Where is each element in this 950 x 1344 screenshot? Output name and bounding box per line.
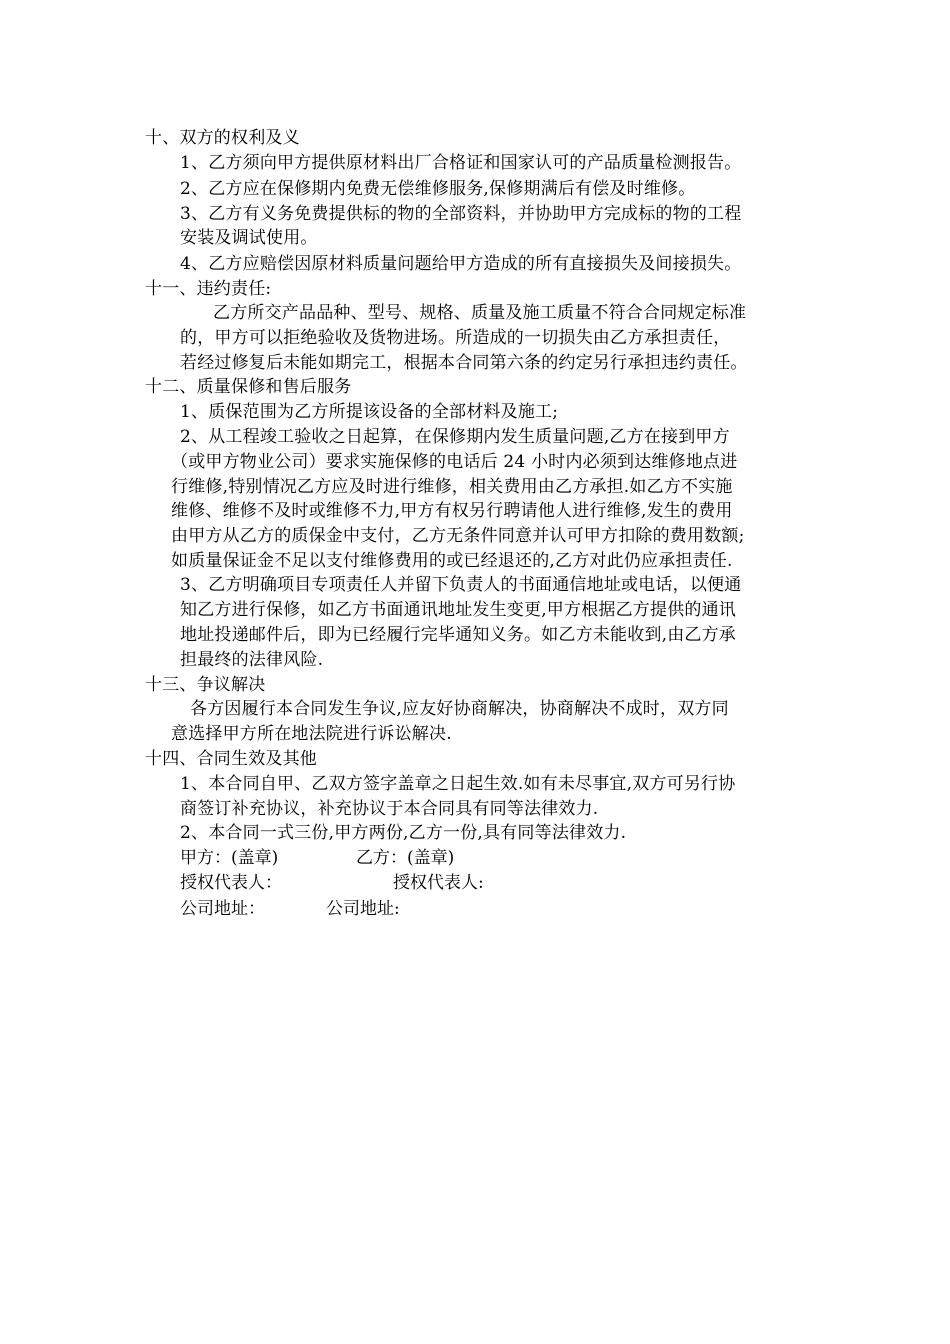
clause-line: 地址投递邮件后，即为已经履行完毕通知义务。如乙方未能收到,由乙方承 xyxy=(180,625,737,645)
clause-line: 1、质保范围为乙方所提该设备的全部材料及施工; xyxy=(180,402,559,422)
clause-line: 3、乙方明确项目专项责任人并留下负责人的书面通信地址或电话，以便通 xyxy=(180,575,742,595)
clause-line: 的，甲方可以拒绝验收及货物进场。所造成的一切损失由乙方承担责任， xyxy=(180,328,731,348)
clause-line: 1、乙方须向甲方提供原材料出厂合格证和国家认可的产品质量检测报告。 xyxy=(180,153,742,173)
party-a-address-label: 公司地址： xyxy=(180,899,265,919)
clause-line: 维修、维修不及时或维修不力,甲方有权另行聘请他人进行维修,发生的费用 xyxy=(171,501,733,521)
clause-line: 行维修,特别情况乙方应及时进行维修，相关费用由乙方承担.如乙方不实施 xyxy=(171,477,733,497)
clause-line: 由甲方从乙方的质保金中支付，乙方无条件同意并认可甲方扣除的费用数额; xyxy=(171,526,745,546)
clause-line: 若经过修复后未能如期完工，根据本合同第六条的约定另行承担违约责任。 xyxy=(180,353,748,373)
clause-line: 各方因履行本合同发生争议,应友好协商解决，协商解决不成时，双方同 xyxy=(190,699,729,719)
section-heading-12: 十二、质量保修和售后服务 xyxy=(145,377,352,397)
clause-line: 担最终的法律风险. xyxy=(180,650,324,670)
section-heading-13: 十三、争议解决 xyxy=(145,675,266,695)
clause-line: 2、乙方应在保修期内免费无偿维修服务,保修期满后有偿及时维修。 xyxy=(180,179,696,199)
clause-line: （或甲方物业公司）要求实施保修的电话后 24 小时内必须到达维修地点进 xyxy=(171,452,738,472)
clause-line: 乙方所交产品品种、型号、规格、质量及施工质量不符合合同规定标准 xyxy=(213,303,747,323)
clause-line: 4、乙方应赔偿因原材料质量问题给甲方造成的所有直接损失及间接损失。 xyxy=(180,254,742,274)
clause-line: 1、本合同自甲、乙双方签字盖章之日起生效.如有未尽事宜,双方可另行协 xyxy=(180,774,736,794)
party-b-seal-label: 乙方：(盖章) xyxy=(356,848,455,868)
clause-line: 2、从工程竣工验收之日起算，在保修期内发生质量问题,乙方在接到甲方 xyxy=(180,427,730,447)
clause-line: 安装及调试使用。 xyxy=(180,228,318,248)
clause-line: 如质量保证金不足以支付维修费用的或已经退还的,乙方对此仍应承担责任. xyxy=(171,551,733,571)
clause-line: 2、本合同一式三份,甲方两份,乙方一份,具有同等法律效力. xyxy=(180,823,627,843)
party-b-representative-label: 授权代表人: xyxy=(393,873,484,893)
clause-line: 意选择甲方所在地法院进行诉讼解决. xyxy=(171,724,452,744)
party-a-seal-label: 甲方：(盖章) xyxy=(180,848,279,868)
clause-line: 知乙方进行保修，如乙方书面通讯地址发生变更,甲方根据乙方提供的通讯 xyxy=(180,600,737,620)
section-heading-10: 十、双方的权利及义 xyxy=(145,128,300,148)
party-b-address-label: 公司地址: xyxy=(326,899,400,919)
party-a-representative-label: 授权代表人： xyxy=(180,873,282,893)
section-heading-11: 十一、违约责任: xyxy=(145,279,272,299)
section-heading-14: 十四、合同生效及其他 xyxy=(145,749,317,769)
clause-line: 3、乙方有义务免费提供标的物的全部资料，并协助甲方完成标的物的工程 xyxy=(180,204,742,224)
clause-line: 商签订补充协议，补充协议于本合同具有同等法律效力. xyxy=(180,799,599,819)
